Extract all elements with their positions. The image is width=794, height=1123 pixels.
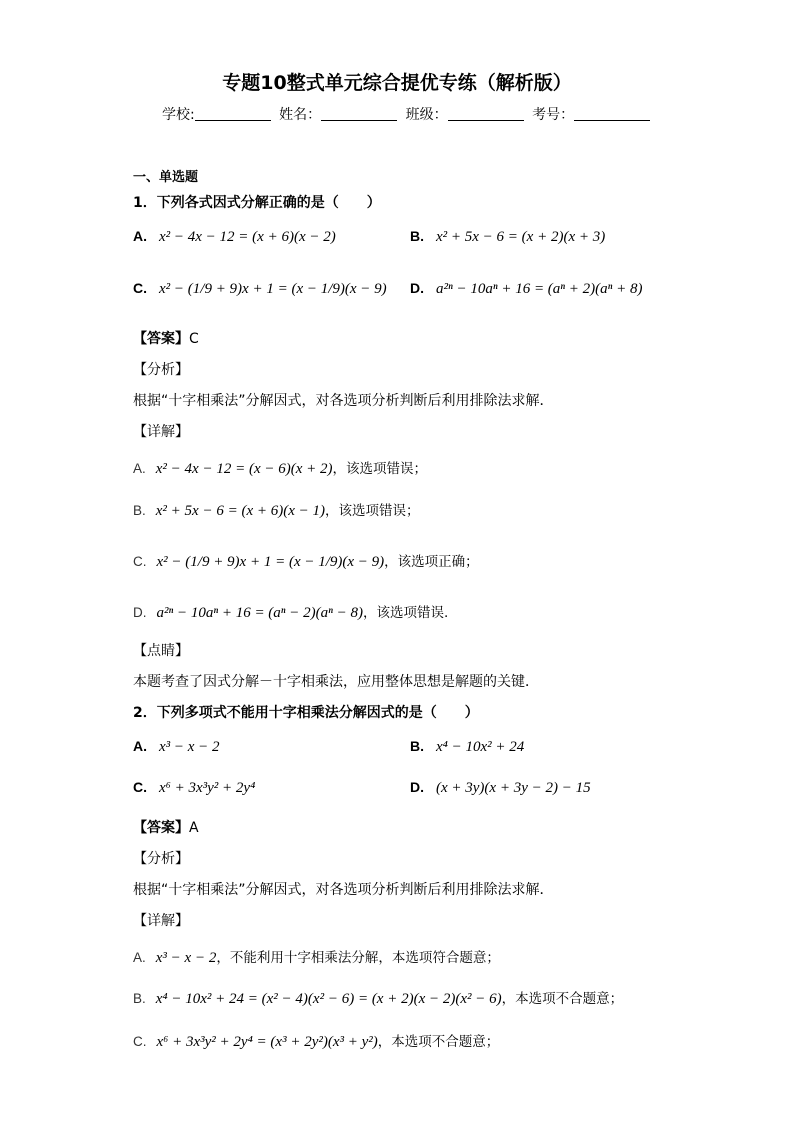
student-info-line — [162, 104, 654, 124]
exam-number-label: 考号： — [532, 107, 575, 123]
q2-detail-a: A. x³ − x − 2，不能利用十字相乘法分解，本选项符合题意； — [133, 950, 500, 966]
q1-detail-d: D. a²ⁿ − 10aⁿ + 16 = (aⁿ − 2)(aⁿ − 8)，该选项错误. — [133, 605, 449, 621]
q1-answer: 【答案】C — [133, 331, 199, 347]
q2-analysis-text: 根据“十字相乘法”分解因式，对各选项分析判断后利用排除法求解． — [133, 882, 554, 898]
exam-number-blank[interactable] — [574, 106, 650, 121]
q1-option-c: C. x² − (1/9 + 9)x + 1 = (x − 1/9)(x − 9) — [133, 280, 387, 297]
q2-detail-c: C. x⁶ + 3x³y² + 2y⁴ = (x³ + 2y²)(x³ + y²)，本选项不合题意； — [133, 1034, 500, 1050]
class-blank[interactable] — [448, 106, 524, 121]
q1-detail-a: A. x² − 4x − 12 = (x − 6)(x + 2)，该选项错误； — [133, 461, 427, 477]
q2-option-c: C. x⁶ + 3x³y² + 2y⁴ — [133, 779, 256, 796]
school-blank[interactable] — [195, 106, 271, 121]
name-label: 姓名： — [279, 107, 322, 123]
q1-stem: 1．下列各式因式分解正确的是（ ） — [133, 195, 381, 211]
q1-analysis-tag: 【分析】 — [133, 362, 189, 378]
q2-option-a: A. x³ − x − 2 — [133, 738, 220, 755]
q1-option-a: A. x² − 4x − 12 = (x + 6)(x − 2) — [133, 228, 336, 245]
page-title: 专题10整式单元综合提优专练（解析版） — [222, 72, 572, 94]
section-heading: 一、单选题 — [133, 170, 199, 185]
q2-option-b: B. x⁴ − 10x² + 24 — [410, 738, 525, 755]
q1-comment-text: 本题考查了因式分解－十字相乘法，应用整体思想是解题的关键． — [133, 674, 539, 690]
q1-detail-b: B. x² + 5x − 6 = (x + 6)(x − 1)，该选项错误； — [133, 503, 420, 519]
q2-option-d: D. (x + 3y)(x + 3y − 2) − 15 — [410, 779, 591, 796]
q1-analysis-text: 根据“十字相乘法”分解因式，对各选项分析判断后利用排除法求解． — [133, 393, 554, 409]
q2-detail-b: B. x⁴ − 10x² + 24 = (x² − 4)(x² − 6) = (x + 2)(x − 2)(x² − 6)，本选项不合题意； — [133, 991, 624, 1007]
q1-detail-tag: 【详解】 — [133, 424, 189, 440]
q2-detail-tag: 【详解】 — [133, 913, 189, 929]
class-label: 班级： — [405, 107, 448, 123]
q1-comment-tag: 【点睛】 — [133, 643, 189, 659]
school-label: 学校: — [162, 107, 195, 123]
q2-analysis-tag: 【分析】 — [133, 851, 189, 867]
q1-option-b: B. x² + 5x − 6 = (x + 2)(x + 3) — [410, 228, 606, 245]
q1-option-d: D. a²ⁿ − 10aⁿ + 16 = (aⁿ + 2)(aⁿ + 8) — [410, 280, 643, 297]
q1-detail-c: C. x² − (1/9 + 9)x + 1 = (x − 1/9)(x − 9)，该选项正确； — [133, 554, 479, 570]
q2-stem: 2．下列多项式不能用十字相乘法分解因式的是（ ） — [133, 705, 479, 721]
name-blank[interactable] — [321, 106, 397, 121]
q2-answer: 【答案】A — [133, 820, 199, 836]
